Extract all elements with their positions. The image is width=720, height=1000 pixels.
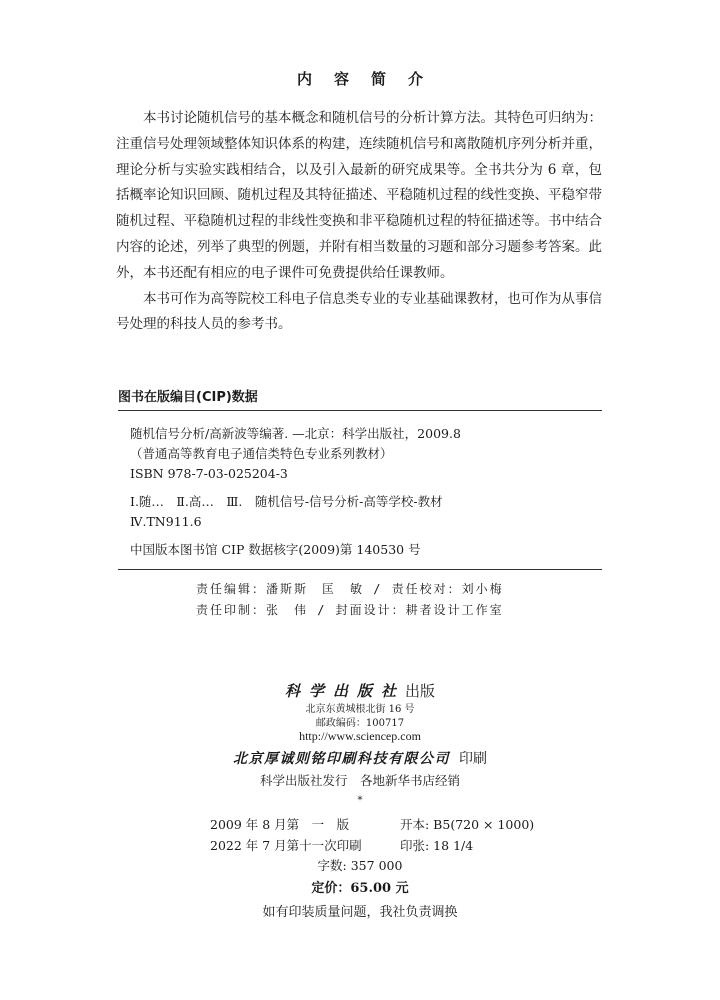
editorial-staff	[196, 579, 596, 621]
cip-line-series: （普通高等教育电子通信类特色专业系列教材）	[130, 446, 393, 461]
cip-line-subjects: Ⅰ.随… Ⅱ.高… Ⅲ. 随机信号-信号分析-高等学校-教材	[130, 494, 443, 509]
price-line: 定价：65.00 元	[311, 881, 409, 896]
cip-subjects	[130, 492, 600, 532]
cip-top-rule	[118, 410, 602, 411]
cip-line-isbn: ISBN 978-7-03-025204-3	[130, 466, 288, 481]
cip-number	[130, 540, 600, 560]
quality-notice: 如有印装质量问题，我社负责调换	[262, 905, 458, 920]
intro-paragraph-1: 本书讨论随机信号的基本概念和随机信号的分析计算方法。其特色可归纳为：注重信号处理领域整体知识体系的构建，连续随机信号和离散随机序列分析并重，理论分析与实验实践相结合，以及引入最新的研究成果等。全书共分为 6 章，包括概率论知识回顾、随机过程及其特征描述、平稳随机过程的线性变换、平稳窄带随机过程、平稳随机过程的非线性变换和非平稳随机过程的特征描述等。书中结合内容的论述，列举了典型的例题，并附有相当数量的习题和部分习题参考答案。此外，本书还配有相应的电子课件可免费提供给任课教师。	[116, 110, 602, 281]
printing-label: 2022 年 7 月第十一次印刷	[210, 838, 362, 853]
cip-line-number: 中国版本图书馆 CIP 数据核字(2009)第 140530 号	[130, 542, 421, 557]
staff-line-editors: 责任编辑：潘斯斯 匡 敏 / 责任校对：刘小梅	[196, 582, 504, 596]
edition-label: 2009 年 8 月第 一 版	[210, 817, 350, 832]
printer-suffix: 印刷	[458, 751, 487, 767]
intro-paragraph-2: 本书可作为高等院校工科电子信息类专业的专业基础课教材，也可作为从事信号处理的科技人员的参考书。	[116, 290, 602, 333]
printer-line	[0, 748, 720, 768]
publisher-line	[0, 680, 720, 701]
printer-name: 北京厚诚则铭印刷科技有限公司	[233, 751, 451, 767]
word-count: 字数: 357 000	[317, 858, 403, 873]
staff-line-production: 责任印制：张 伟 / 封面设计：耕者设计工作室	[196, 603, 504, 617]
page-title: 内容简介	[296, 70, 445, 88]
cip-record	[130, 424, 600, 484]
cip-heading: 图书在版编目(CIP)数据	[118, 390, 258, 405]
publisher-address: 北京东黄城根北街 16 号	[305, 704, 415, 715]
cip-line-title: 随机信号分析/高新波等编著. —北京：科学出版社，2009.8	[130, 426, 461, 441]
separator-star: *	[357, 795, 363, 806]
cip-line-classification: Ⅳ.TN911.6	[130, 514, 202, 529]
publisher-suffix: 出版	[405, 682, 436, 700]
format-label: 开本: B5(720 × 1000)	[400, 817, 535, 832]
publisher-url: http://www.sciencep.com	[299, 729, 421, 743]
distribution-line: 科学出版社发行 各地新华书店经销	[259, 773, 460, 788]
cip-bottom-rule	[118, 569, 602, 570]
publisher-postcode: 邮政编码：100717	[315, 718, 405, 729]
publisher-name: 科学出版社	[284, 682, 405, 700]
book-introduction	[116, 106, 602, 338]
sheets-label: 印张: 18 1/4	[400, 838, 474, 853]
